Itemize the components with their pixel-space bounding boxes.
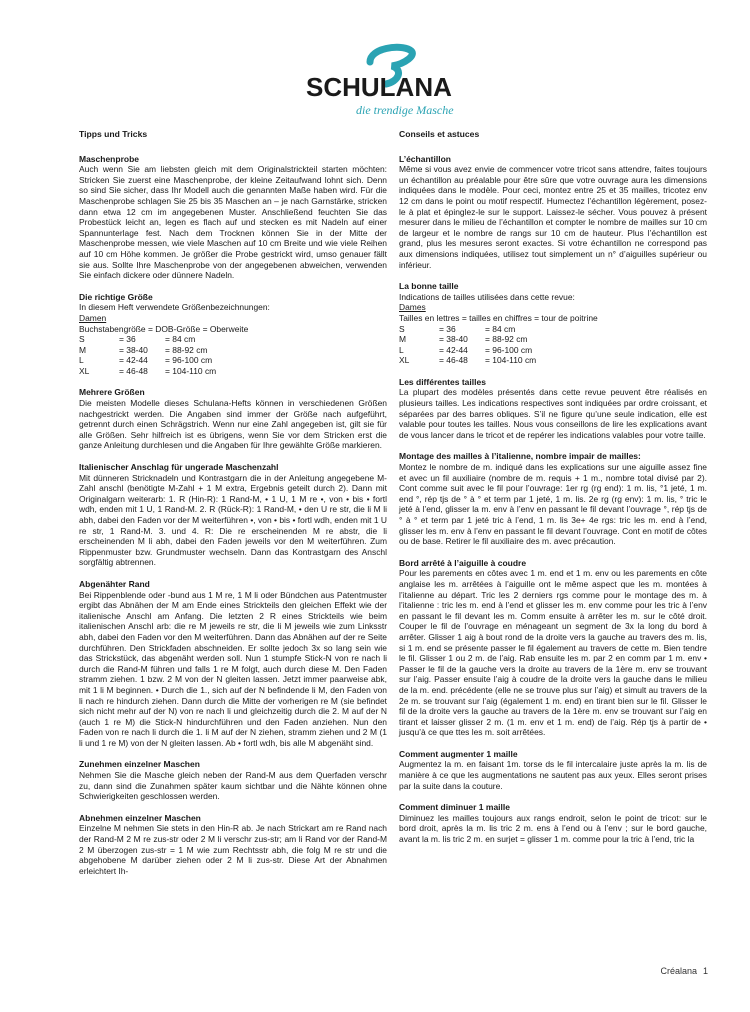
size-letter: M	[79, 344, 87, 355]
section-text: La plupart des modèles présentés dans cette revue peuvent être réalisés en plusieurs tailles. Les indications respectives sont indiquées par ordre croissant, et séparées par des barres obliques. S’il ne figure qu’une seule indication, elle est valable pour toutes les tailles. Nous vous conseillons de lire les explications avant de vous lancer dans le tricot et de repérer les indications valables pour votre taille.	[399, 387, 707, 440]
size-letter: L	[399, 344, 404, 355]
size-number: = 38-40	[439, 334, 468, 345]
french-column	[399, 129, 707, 856]
size-number: = 42-44	[439, 344, 468, 355]
size-letter: XL	[79, 365, 90, 376]
section-bonne-taille	[399, 281, 707, 366]
section-text: Même si vous avez envie de commencer votre tricot sans attendre, faites toujours un échantillon au préalable pour être sûre que votre ouvrage aura les dimensions indiquées dans le modèle. Pour ceci, montez entre 25 et 35 mailles, tricotez env 12 cm dans le point ou motif respectif. Humectez l’échantillon légèrement, posez-le à plat et épinglez-le sur le support. Laissez-le sécher. Vous pouvez à présent mesurer dans le milieu de l’échantillon et compter le nombre de mailles sur 10 cm de largeur et le nombre de rangs sur 10 cm de hauteur. Plus l’échantillon est grand, plus les mesures seront exactes. Si votre échantillon ne correspond pas aux dimensions indiquées, utilisez tout simplement un n° d’aiguilles supérieur ou inférieur.	[399, 164, 707, 270]
size-letter: XL	[399, 355, 410, 366]
size-letter: S	[399, 323, 405, 334]
size-number: = 38-40	[119, 344, 148, 355]
section-differentes-tailles	[399, 377, 707, 441]
section-heading: Bord arrêté à l’aiguille à coudre	[399, 557, 527, 568]
section-text: Augmentez la m. en faisant 1m. torse ds le fil intercalaire juste après la m. lis de manière à ce que les augmentations ne sautent pas aux yeux. Elles seront prises par la suite dans la couture.	[399, 759, 707, 791]
size-bust: = 104-110 cm	[165, 365, 217, 376]
size-intro: Indications de tailles utilisées dans cette revue:	[399, 291, 575, 302]
section-italienischer-anschlag	[79, 462, 387, 568]
section-heading: Zunehmen einzelner Maschen	[79, 759, 200, 770]
section-mehrere-groessen	[79, 387, 387, 451]
size-bust: = 96-100 cm	[485, 344, 533, 355]
section-augmenter	[399, 749, 707, 791]
column-title: Conseils et astuces	[399, 129, 480, 139]
section-text: Die meisten Modelle dieses Schulana-Hefts können in verschiedenen Größen nachgestrickt werden. Die Angaben sind immer der Größe nach aufgeführt, getrennt durch einen Schrägstrich. Wenn nur eine Zahl angegeben ist, gilt sie für alle Größen. Sehr hilfreich ist es übrigens, wenn Sie vor dem Stricken erst die ganze Anleitung durchlesen und die Angaben für Ihre gewählte Größe markieren.	[79, 398, 387, 451]
section-heading: Les différentes tailles	[399, 376, 486, 387]
size-bust: = 88-92 cm	[485, 334, 528, 345]
section-text: Diminuez les mailles toujours aux rangs endroit, selon le point de tricot: sur le bord droit, après la m. lis tric 2 m. ens à l’end ou à l’env ; sur le bord gauche, avant la m. lis tric 2 m. en surjet = glisser 1 m. comme pour la tric à l’end, tric la	[399, 812, 707, 845]
section-bord-arrete	[399, 558, 707, 738]
size-intro: In diesem Heft verwendete Größenbezeichnungen:	[79, 302, 270, 313]
size-row	[79, 366, 387, 377]
section-heading: Comment augmenter 1 maille	[399, 748, 518, 759]
section-zunehmen	[79, 759, 387, 801]
size-row	[79, 355, 387, 366]
size-letter: L	[79, 355, 84, 366]
size-row	[399, 334, 707, 345]
section-heading: Mehrere Größen	[79, 387, 145, 398]
size-bust: = 84 cm	[485, 323, 516, 334]
size-number: = 36	[119, 334, 136, 345]
size-number: = 42-44	[119, 355, 148, 366]
schulana-logo-graphic	[300, 40, 460, 122]
size-legend: Buchstabengröße = DOB-Größe = Oberweite	[79, 323, 249, 334]
size-row	[79, 345, 387, 356]
section-montage-italienne	[399, 451, 707, 546]
size-bust: = 104-110 cm	[485, 355, 537, 366]
section-heading: Italienischer Anschlag für ungerade Maschenzahl	[79, 462, 279, 473]
size-number: = 36	[439, 323, 456, 334]
size-number: = 46-48	[119, 365, 148, 376]
section-text: Bei Rippenblende oder -bund aus 1 M re, 1 M li oder Bündchen aus Patentmuster ergibt das Abnähen der M am Ende eines Strickteils den gleichen Effekt wie der italienische Anschl am Anfang. Die letzten 2 R eines Strickteils wie beim italienischen Anschl arb: die re M jeweils re str, die li M jeweils wie zum Linksstr abh, dabei den Faden vor den M weiterführen. Dann das Abnähen auf der re Seite durchführen. Den Strickfaden abschneiden. Er sollte jedoch 3x so lang sein wie das Strickstück, das abgenäht werden soll. Nun 1 stumpfe Stick-N von re nach li durch die Rand-M führen und falls 1 re M folgt, auch durch diese M. Den Faden stramm ziehen. 1 bzw. 2 M von der N gleiten lassen. Jetzt immer paarweise abk, mit 1 li M beginnen. • Durch die 1., sich auf der N befindende li M, den Faden von li nach re hindurch ziehen. Dann durch die Mitte der vorherigen re M (sie befindet sich nicht mehr auf der N) von re nach li und gleichzeitig durch die 2. M auf der N (auch 1 re M) die Stick-N hindurchführen und den Faden anziehen. Nun den Faden von re nach li durch die 1. li M auf der N ziehen, stramm ziehen und 2 M (1 li und 1 re M) von der N gleiten lassen. Ab • fortl wdh, bis alle M abgenäht sind.	[79, 589, 387, 748]
size-row	[399, 345, 707, 356]
size-row	[79, 334, 387, 345]
size-bust: = 88-92 cm	[165, 344, 208, 355]
section-heading: La bonne taille	[399, 281, 459, 292]
section-heading: Abnehmen einzelner Maschen	[79, 812, 201, 823]
section-groesse	[79, 292, 387, 377]
size-row	[399, 324, 707, 335]
section-heading: Abgenähter Rand	[79, 578, 150, 589]
section-heading: Montage des mailles à l’italienne, nombre impair de mailles:	[399, 451, 641, 462]
size-group: Dames	[399, 302, 426, 313]
section-text: Auch wenn Sie am liebsten gleich mit dem Originalstrickteil starten möchten: Stricken Sie zuerst eine Maschenprobe, der kleine Zeitaufwand lohnt sich. Denn so sind Sie sicher, dass Ihr Modell auch die genannten Maße haben wird. Für die Maschenprobe schlagen Sie 25 bis 35 Maschen an – je nach Garnstärke, stricken dann etwa 12 cm im angegebenen Muster. Anschließend feuchten Sie das Probestück leicht an, legen es flach auf und stecken es mit Nadeln auf einer Spannunterlage fest. Nach dem Trocknen können Sie in der Mitte der Maschenprobe messen, wie viele Maschen auf 10 cm Breite und wie viele Reihen auf 10 cm Höhe kommen. Je größer die Probe gestrickt wird, umso genauer fällt sie aus. Sollte Ihre Maschenprobe von der angegebenen abweichen, verwenden Sie einfach dickere oder dünnere Nadeln.	[79, 164, 387, 281]
section-text: Nehmen Sie die Masche gleich neben der Rand-M aus dem Querfaden verschr zu, dann sind die Zunahmen später kaum sichtbar und die Nähte können ohne Schwierigkeiten geschlossen werden.	[79, 770, 387, 802]
page-footer	[660, 966, 708, 976]
page-number: 1	[702, 966, 708, 976]
section-maschenprobe	[79, 154, 387, 281]
section-heading: Comment diminuer 1 maille	[399, 802, 510, 813]
footer-label: Créalana	[660, 966, 697, 976]
size-legend: Tailles en lettres = tailles en chiffres = tour de poitrine	[399, 312, 598, 323]
section-echantillon	[399, 154, 707, 271]
size-bust: = 96-100 cm	[165, 355, 213, 366]
section-text: Mit dünneren Stricknadeln und Kontrastgarn die in der Anleitung angegebene M-Zahl anschl (benötigte M-Zahl + 1 M extra, Ergebnis geteilt durch 2). Dann mit Originalgarn weiterarb: 1. R (Hin-R): 1 Rand-M, • 1 U, 1 M re •, von • bis • fortl wdh, enden mit 1 U, 1 Rand-M. 2. R (Rück-R): 1 Rand-M, • den U re str, die li M li abh, dabei den Faden vor der M weiterführen •, von • bis • fortl wdh, enden mit 1 U re str, 1 Rand-M. 3. und 4. R: Die re erscheinenden M re abstr, die li erscheinenden M li abh, dabei den Faden jeweils vor den M weiterführen. Zum Rippenmuster bzw. Grundmuster wechseln. Dann das Kontrastgarn des Anschl sorgfältig abtrennen.	[79, 472, 387, 568]
section-abnehmen	[79, 813, 387, 877]
section-text: Montez le nombre de m. indiqué dans les explications sur une aiguille assez fine et avec un fil auxiliaire (nombre de m. requis + 1 m., nombre total divisé par 2). Cont comme suit avec le fil pour l’ouvrage: 1er rg (rg end): 1 m. lis, °1 jeté, 1 m. end °, rép tjs de ° à ° et term par 1 jeté, 1 m. lis. 2e rg (rg env): 1 m. lis, ° tric le jeté à l’end, glisser la m. env à l’env en passant le fil devant l’ouvrage °, rép tjs de ° à ° et term par 1 jeté tric à l’end, 1 m. lis 3e+ 4e rgs: tric les m. end à l’end, glisser les m. env à l’env en passant le fil devant l’ouvrage. Cont en motif de côtes ou de base. Retirer le fil auxiliaire des m. avec précaution.	[399, 462, 707, 547]
schulana-logo	[300, 40, 460, 122]
brand-tagline: die trendige Masche	[356, 103, 454, 117]
size-group: Damen	[79, 312, 107, 323]
section-text: Pour les parements en côtes avec 1 m. end et 1 m. env ou les parements en côte anglaise les m. arrêtées à l’aiguille ont le même aspect que les m. montées à l’italienne au départ. Tric les 2 derniers rgs comme pour le montage des m. à l’italienne : tric les m. end à l’end et glisser les m. env comme pour les tric à l’env en passant le fil devant les m. Comm ensuite à arrêter les m. sur le côté droit. Couper le fil de l’ouvrage en ménageant un segment de 3x la long du bord à arrêter. Glisser 1 aig à bout rond de la droite vers la gauche au travers des m. lis, si 1 m. end se présente passer le fil également au travers de cette m. Bien tendre le fil. Glisser 1 ou 2 m. de l’aig. Rab ensuite les m. par 2 en comm par 1 m. env • Passer le fil de la gauche vers la droite au travers de la 1ère m. env se trouvant sur l’aig. Passer ensuite l’aig à coudre de la droite vers la gauche dans le milieu de la m. end. précédente (elle ne se trouve plus sur l’aig) et simult au travers de la 2e m. se trouvant sur l’aig (également 1 m. end) en tirant bien sur le fil. Glisser le fil de la droite vers la gauche au travers de la 1ère m. env se trouvant sur l’aig en tirant et laisser glisser 2 m. (1 m. env et 1 m. end) de l’aig. Rép tjs à partir de • jusqu’à ce que ttes les m. soit arrêtées.	[399, 568, 707, 738]
section-diminuer	[399, 802, 707, 844]
size-number: = 46-48	[439, 355, 468, 366]
size-letter: S	[79, 334, 85, 345]
section-text: Einzelne M nehmen Sie stets in den Hin-R ab. Je nach Strickart am re Rand nach der Rand-M 2 M re zus-str oder 2 M li verschr zus-str; am li Rand vor der Rand-M 2 M überzogen zus-str = 1 M wie zum Rechtsstr abh, die folg M re str und die abgehobene M darüber ziehen oder 2 M li zus-str. Diese Art der Abnahmen erleichtert Ih-	[79, 823, 387, 876]
column-title: Tipps und Tricks	[79, 129, 148, 139]
section-heading: Maschenprobe	[79, 153, 139, 164]
german-column	[79, 129, 387, 887]
section-heading: L’échantillon	[399, 153, 451, 164]
section-abgenaehter-rand	[79, 579, 387, 749]
brand-name: SCHULANA	[306, 72, 452, 102]
size-bust: = 84 cm	[165, 334, 196, 345]
section-heading: Die richtige Größe	[79, 291, 153, 302]
size-row	[399, 355, 707, 366]
size-letter: M	[399, 334, 407, 345]
